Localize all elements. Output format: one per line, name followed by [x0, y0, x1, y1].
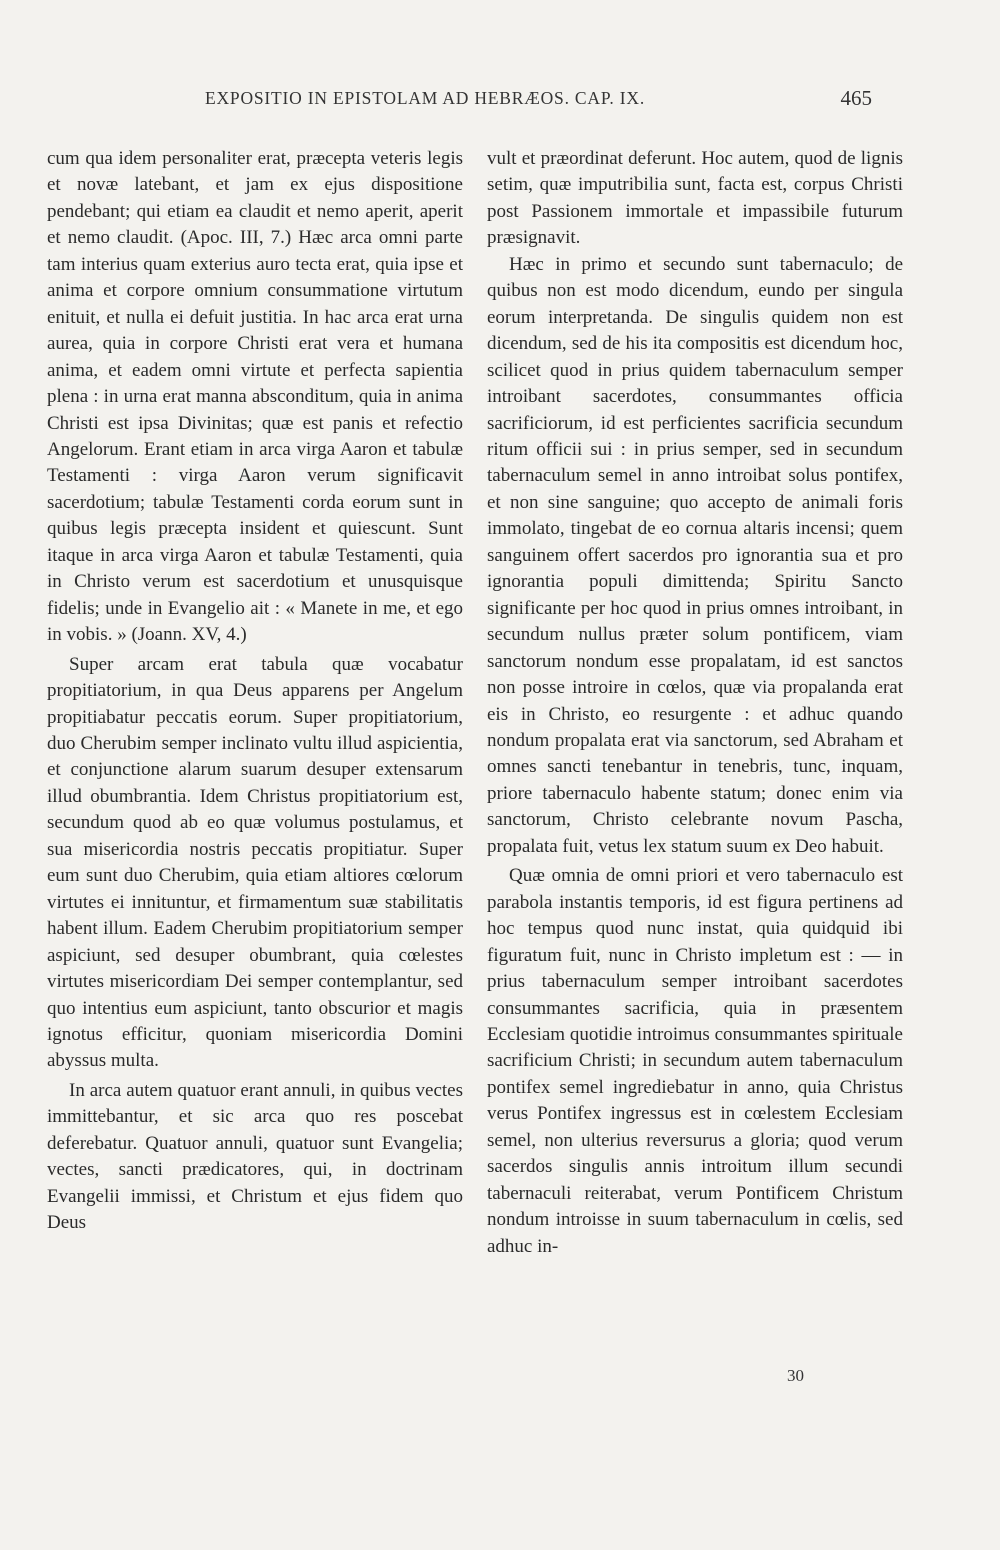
right-paragraph-2: Hæc in primo et secundo sunt tabernaculo; de quibus non est modo dicendum, eundo per singula eorum interpretanda. De singulis quidem non est dicendum, sed de his ita compositis est dicendum hoc, scilicet quod in prius quidem tabernaculum semper introibant sacerdotes, consummantes officia sacrificiorum, id est perficientes sacrificia secundum ritum officii sui : in prius semper, sed in secundum tabernaculum semel in anno introibat solus pontifex, et non sine sanguine; quo accepto de animali foris immolato, tingebat de eo cornua altaris incensi; quem sanguinem offert sacerdos pro ignorantia sua et pro ignorantia populi dimittenda; Spiritu Sancto significante per hoc quod in prius omnes introibant, in secundum nullus præter solum pontificem, viam sanctorum nondum esse propalatam, id est sanctos non posse introire in cœlos, quæ via propalanda erat eis in Christo, eo resurgente : et adhuc quando nondum propalata erat via sanctorum, sed Abraham et omnes sancti tenebantur in tenebris, tunc, inquam, priore tabernaculo habente statum; donec enim via sanctorum, Christo celebrante novum Pascha, propalata fuit, vetus lex statum suum ex Deo habuit.: [487, 253, 903, 857]
left-column: [47, 146, 463, 1237]
left-paragraph-3: In arca autem quatuor erant annuli, in quibus vectes immittebantur, et sic arca quo res poscebat deferebatur. Quatuor annuli, quatuor sunt Evangelia; vectes, sancti prædicatores, qui, in doctrinam Evangelii immissi, et Christum et ejus fidem quo Deus: [47, 1079, 463, 1234]
running-title: EXPOSITIO IN EPISTOLAM AD HEBRÆOS. CAP. IX.: [205, 88, 646, 108]
right-column: [487, 146, 903, 1260]
right-paragraph-3: Quæ omnia de omni priori et vero tabernaculo est parabola instantis temporis, id est figura pertinens ad hoc tempus quod nunc instat, quia quidquid ibi figuratum fuit, nunc in Christo impletum est : — in prius tabernaculum semper introibant sacerdotes consummantes sacrificia, quia in præsentem Ecclesiam quotidie introimus consummantes spirituale sacrificium Christi; in secundum autem tabernaculum pontifex semel ingrediebatur in anno, quia Christus verus Pontifex ingressus est in cœlestem Ecclesiam semel, non ulterius reversurus a gloria; quod verum sacerdos singulis annis introitum illum secundi tabernaculi reiterabat, verum Pontificem Christum nondum introisse in suum tabernaculum in cœlis, sed adhuc in-: [487, 865, 903, 1257]
left-paragraph-1: cum qua idem personaliter erat, præcepta veteris legis et novæ latebant, et jam ex ejus dispositione pendebant; qui etiam ea claudit et nemo aperit, aperit et nemo claudit. (Apoc. III, 7.) Hæc arca omni parte tam interius quam exterius auro tecta erat, quia ipse et anima et corpore omnium consummatione virtutum enituit, et nulla ei defuit justitia. In hac arca erat urna aurea, quia in corpore Christi erat vera et humana anima, et eadem omni virtute et perfecta sapientia plena : in urna erat manna absconditum, quia in anima Christi est ipsa Divinitas; quæ est panis et refectio Angelorum. Erant etiam in arca virga Aaron et tabulæ Testamenti : virga Aaron verum significavit sacerdotium; tabulæ Testamenti corda eorum sunt in quibus legis præcepta insident et quiescunt. Sunt itaque in arca virga Aaron et tabulæ Testamenti, quia in Christo verum est sacerdotium et unusquisque fidelis; unde in Evangelio ait : « Manete in me, et ego in vobis. » (Joann. XV, 4.): [47, 148, 463, 646]
right-paragraph-1: vult et præordinat deferunt. Hoc autem, quod de lignis setim, quæ imputribilia sunt, facta est, corpus Christi post Passionem immortale et impassibile futurum præsignavit.: [487, 148, 903, 249]
left-paragraph-2: Super arcam erat tabula quæ vocabatur propitiatorium, in qua Deus apparens per Angelum propitiabatur peccatis eorum. Super propitiatorium, duo Cherubim semper inclinato vultu illud aspicientia, et conjunctione alarum suarum desuper extensarum illud obumbrantia. Idem Christus propitiatorium est, secundum quod ab eo quæ volumus postulamus, et sua misericordia nostris peccatis propitiatur. Super eum sunt duo Cherubim, quia etiam altiores cœlorum virtutes ei innituntur, et firmamentum suæ stabilitatis habent illum. Eadem Cherubim propitiatorium semper aspiciunt, sed desuper obumbrant, quia cœlestes virtutes misericordiam Dei semper contemplantur, sed quo intentius eum aspiciunt, tanto obscurior et magis ignotus efficitur, quoniam misericordia Domini abyssus multa.: [47, 653, 463, 1072]
signature-mark: 30: [787, 1366, 804, 1385]
page-number: 465: [840, 86, 872, 110]
